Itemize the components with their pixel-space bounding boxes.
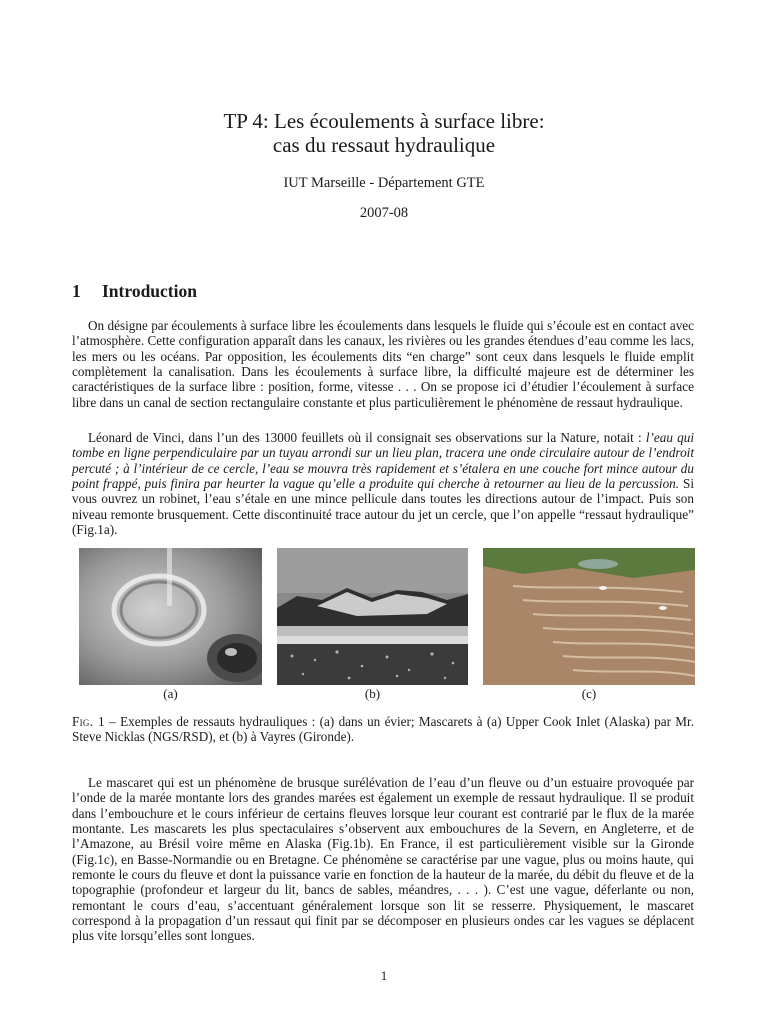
- vinci-quote: l’eau qui tombe en ligne perpendiculaire par un tuyau arrondi sur un lieu plan, tracera une onde circulaire autour de l’endroit percuté ; à l’intérieur de ce cercle, l’eau se mouvra très rapidement et s’étalera en une couche fort mince autour du point frappé, puis finira par heurter la vague qu’elle a produite qui cherche à retourner au lieu de la percussion.: [72, 430, 694, 492]
- alaska-bore-photo: [277, 548, 468, 685]
- section-heading: [72, 281, 197, 302]
- sink-photo: [79, 548, 262, 685]
- paragraph-vinci: [72, 430, 694, 537]
- paragraph-intro: On désigne par écoulements à surface libre les écoulements dans lesquels le fluide qui s’écoule est en contact avec l’atmosphère. Cette configuration apparaît dans les canaux, les rivières ou les grandes étendues d’eau comme les lacs, les mers ou les océans. Par opposition, les écoulements dits “en charge” sont ceux dans lesquels le fluide emplit complètement la canalisation. Dans les écoulements à surface libre, la difficulté majeure est de déterminer les caractéristiques de la surface libre : position, forme, vitesse . . . On se propose ici d’étudier l’écoulement à surface libre dans un canal de section rectangulaire constante et plus particulièrement le phénomène de ressaut hydraulique.: [72, 318, 694, 410]
- paragraph-vinci-intro: Léonard de Vinci, dans l’un des 13000 feuillets où il consignait ses observations sur la Nature, notait :: [88, 430, 646, 445]
- figure-image-b-tidal-bore-alaska: [277, 548, 468, 685]
- figure-sublabel-a: (a): [163, 686, 178, 701]
- document-date: 2007-08: [359, 205, 409, 221]
- affiliation: IUT Marseille - Département GTE: [283, 175, 485, 191]
- section-title: Introduction: [102, 281, 197, 301]
- figure-image-c-tidal-bore-gironde: [483, 548, 695, 685]
- figure-caption-text: – Exemples de ressauts hydrauliques : (a) dans un évier; Mascarets à (a) Upper Cook Inlet (Alaska) par Mr. Steve Nicklas (NGS/RSD), et (b) à Vayres (Gironde).: [72, 714, 694, 745]
- figure-sublabel-b: (b): [364, 686, 381, 701]
- paragraph-vinci-rest: Si vous ouvrez un robinet, l’eau s’étale en une mince pellicule dans toutes les directions autour de l’impact. Puis son niveau remonte brusquement. Cette discontinuité trace autour du jet un cercle, que l’on appelle “ressaut hydraulique” (Fig.1a).: [72, 476, 694, 538]
- document-title-line-2: cas du ressaut hydraulique: [272, 133, 496, 157]
- figure-sublabel-c: (c): [581, 686, 597, 701]
- figure-caption: [72, 714, 694, 745]
- page-number: 1: [380, 968, 388, 983]
- figure-caption-label: Fig. 1: [72, 714, 105, 729]
- figure-image-a-sink: [79, 548, 262, 685]
- document-title-line-1: TP 4: Les écoulements à surface libre:: [223, 109, 545, 133]
- section-number: 1: [72, 281, 81, 301]
- gironde-bore-photo: [483, 548, 695, 685]
- paragraph-mascaret: Le mascaret qui est un phénomène de brusque surélévation de l’eau d’un fleuve ou d’un estuaire provoquée par l’onde de la marée montante lors des grandes marées est également un exemple de ressaut hydraulique. Il se produit dans l’embouchure et le cours inférieur de certains fleuves lorsque leur courant est contrarié par le flux de la marée montante. Les mascarets les plus spectaculaires s’observent aux embouchures de la Severn, en Angleterre, et de l’Amazone, au Brésil voire même en Alaska (Fig.1b). En France, il est particulièrement visible sur la Gironde (Fig.1c), en Basse-Normandie ou en Bretagne. Ce phénomène se caractérise par une vague, plus ou moins haute, qui remonte le cours du fleuve et dont la puissance varie en fonction de la hauteur de la marée, du débit du fleuve et de la topographie (profondeur et largeur du lit, bancs de sables, méandres, . . . ). C’est une vague, déferlante ou non, remontant le cours d’eau, s’accentuant généralement lorsque son lit se resserre. Physiquement, le mascaret correspond à la propagation d’un ressaut qui finit par se décomposer en plusieurs ondes car les vagues se déplacent plus vite lorsqu’elles sont longues.: [72, 775, 694, 944]
